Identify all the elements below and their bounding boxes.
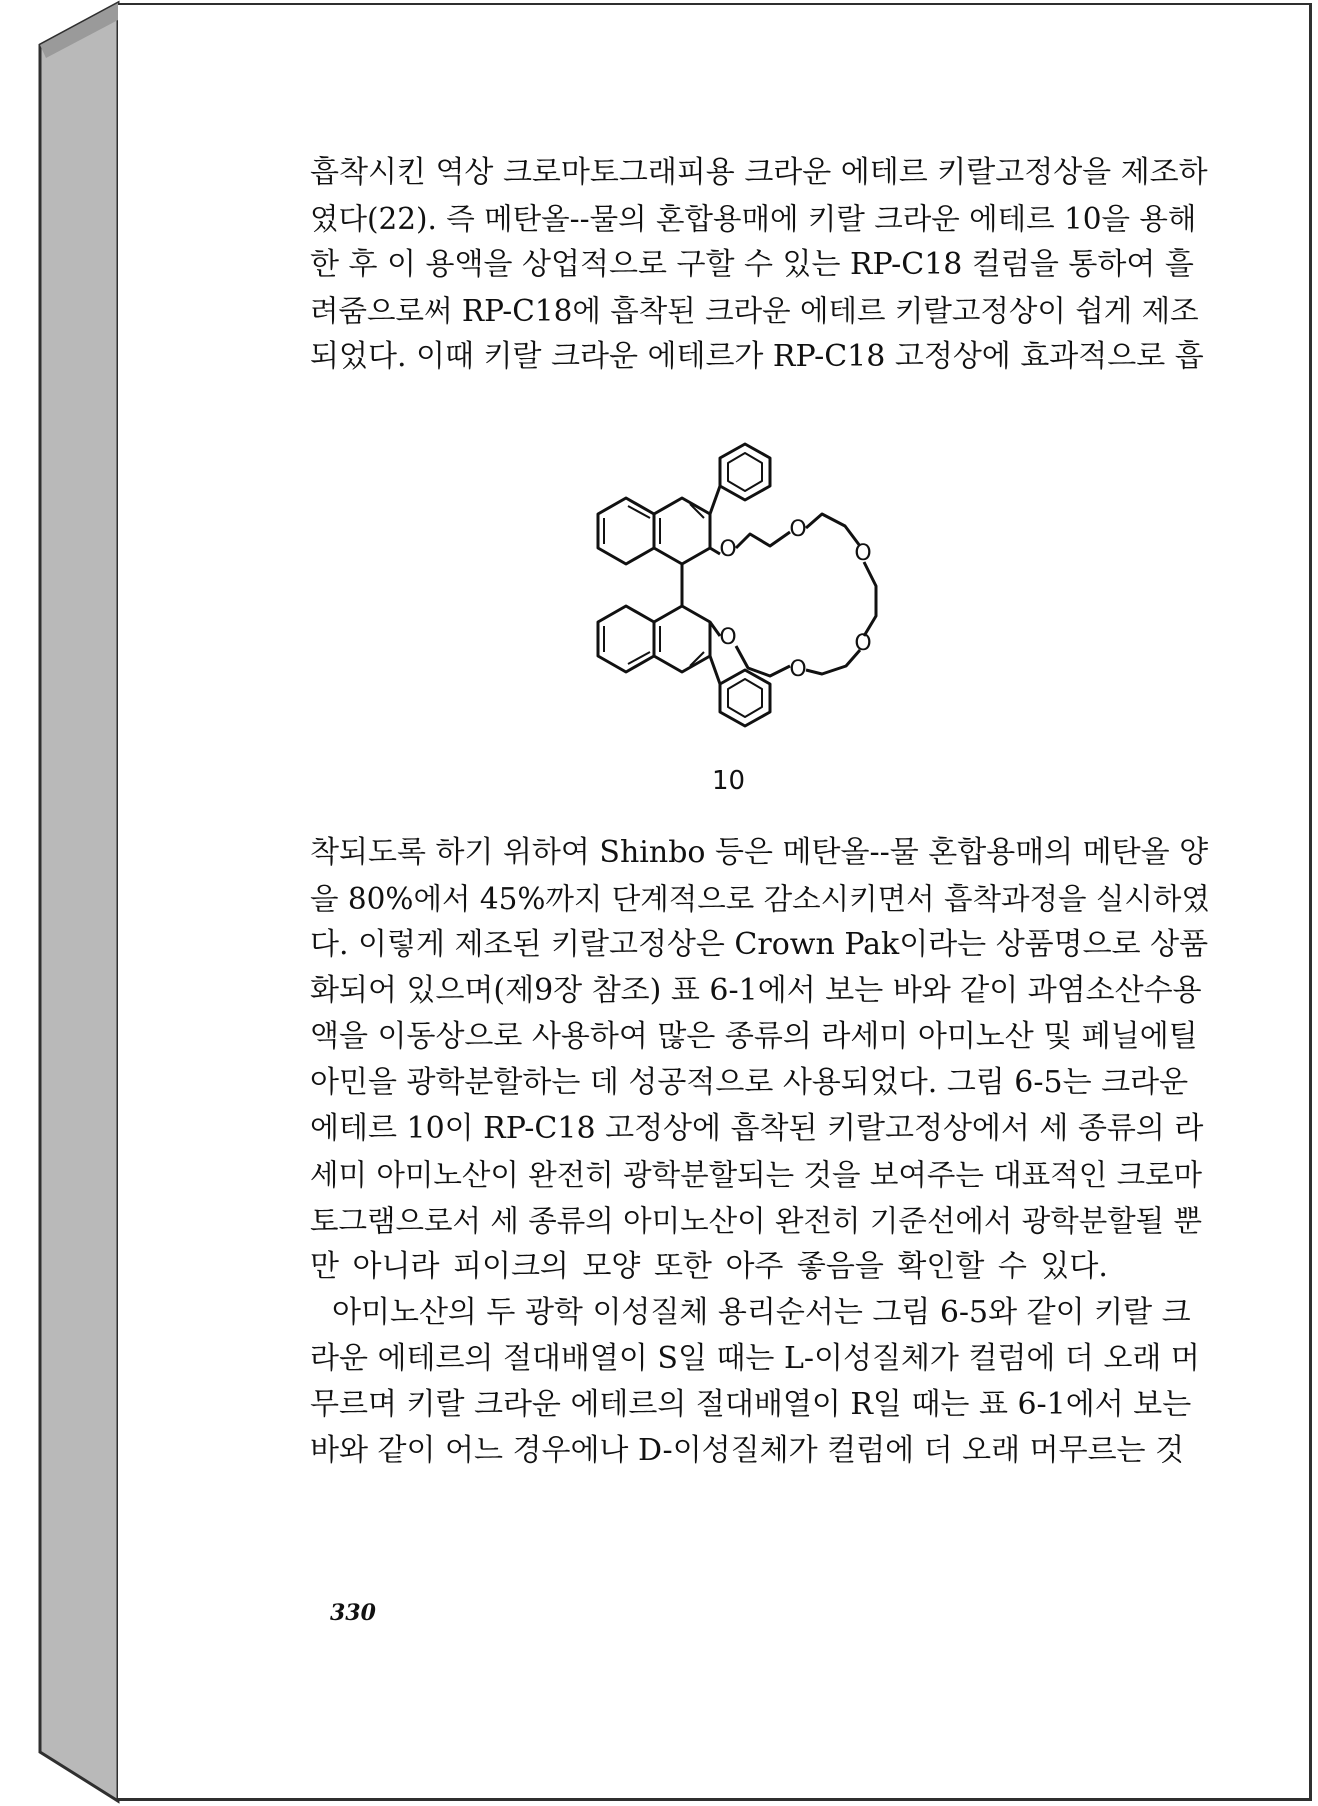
paragraph-top [310, 150, 1210, 380]
text-line: 였다(22). 즉 메탄올--물의 혼합용매에 키랄 크라운 에테르 10을 용해 [310, 202, 1197, 236]
text-line: 액을 이동상으로 사용하여 많은 종류의 라세미 아미노산 및 페닐에틸 [310, 1019, 1198, 1054]
text-line: 세미 아미노산이 완전히 광학분할되는 것을 보여주는 대표적인 크로마 [310, 1158, 1203, 1192]
text-line: 아미노산의 두 광학 이성질체 용리순서는 그림 6-5와 같이 키랄 크 [332, 1295, 1191, 1330]
page-number: 330 [330, 1600, 376, 1626]
text-line: 라운 에테르의 절대배열이 S일 때는 L-이성질체가 컬럼에 더 오래 머 [310, 1341, 1200, 1376]
text-line: 무르며 키랄 크라운 에테르의 절대배열이 R일 때는 표 6-1에서 보는 [310, 1387, 1192, 1422]
atom-label: O [719, 537, 737, 562]
text-line: 바와 같이 어느 경우에나 D-이성질체가 컬럼에 더 오래 머무르는 것 [310, 1433, 1185, 1468]
text-line: 려줌으로써 RP-C18에 흡착된 크라운 에테르 키랄고정상이 쉽게 제조 [310, 294, 1199, 328]
text-line: 만 아니라 피이크의 모양 또한 아주 좋음을 확인할 수 있다. [310, 1249, 1108, 1284]
text-line: 착되도록 하기 위하여 Shinbo 등은 메탄올--물 혼합용매의 메탄올 양 [310, 835, 1209, 870]
text-line: 되었다. 이때 키랄 크라운 에테르가 RP-C18 고정상에 효과적으로 흡 [310, 339, 1204, 374]
text-line: 화되어 있으며(제9장 참조) 표 6-1에서 보는 바와 같이 과염소산수용 [310, 973, 1202, 1008]
atom-label: O [854, 631, 872, 656]
text-line: 한 후 이 용액을 상업적으로 구할 수 있는 RP-C18 컬럼을 통하여 흘 [310, 247, 1194, 282]
text-line: 아민을 광학분할하는 데 성공적으로 사용되었다. 그림 6-5는 크라운 [310, 1065, 1189, 1100]
text-line: 다. 이렇게 제조된 키랄고정상은 Crown Pak이라는 상품명으로 상품 [310, 927, 1209, 962]
atom-label: O [719, 625, 737, 650]
compound-label: 10 [712, 766, 746, 796]
atom-label: O [789, 517, 807, 542]
paragraph-bottom [310, 830, 1210, 1474]
atom-label: O [789, 657, 807, 682]
crown-ether-structure [570, 436, 910, 806]
text-line: 에테르 10이 RP-C18 고정상에 흡착된 키랄고정상에서 세 종류의 라 [310, 1111, 1204, 1146]
atom-label: O [854, 541, 872, 566]
text-line: 토그램으로서 세 종류의 아미노산이 완전히 기준선에서 광학분할될 뿐 [310, 1204, 1203, 1238]
text-line: 흡착시킨 역상 크로마토그래피용 크라운 에테르 키랄고정상을 제조하 [310, 155, 1208, 190]
text-line: 을 80%에서 45%까지 단계적으로 감소시키면서 흡착과정을 실시하였 [310, 882, 1210, 916]
